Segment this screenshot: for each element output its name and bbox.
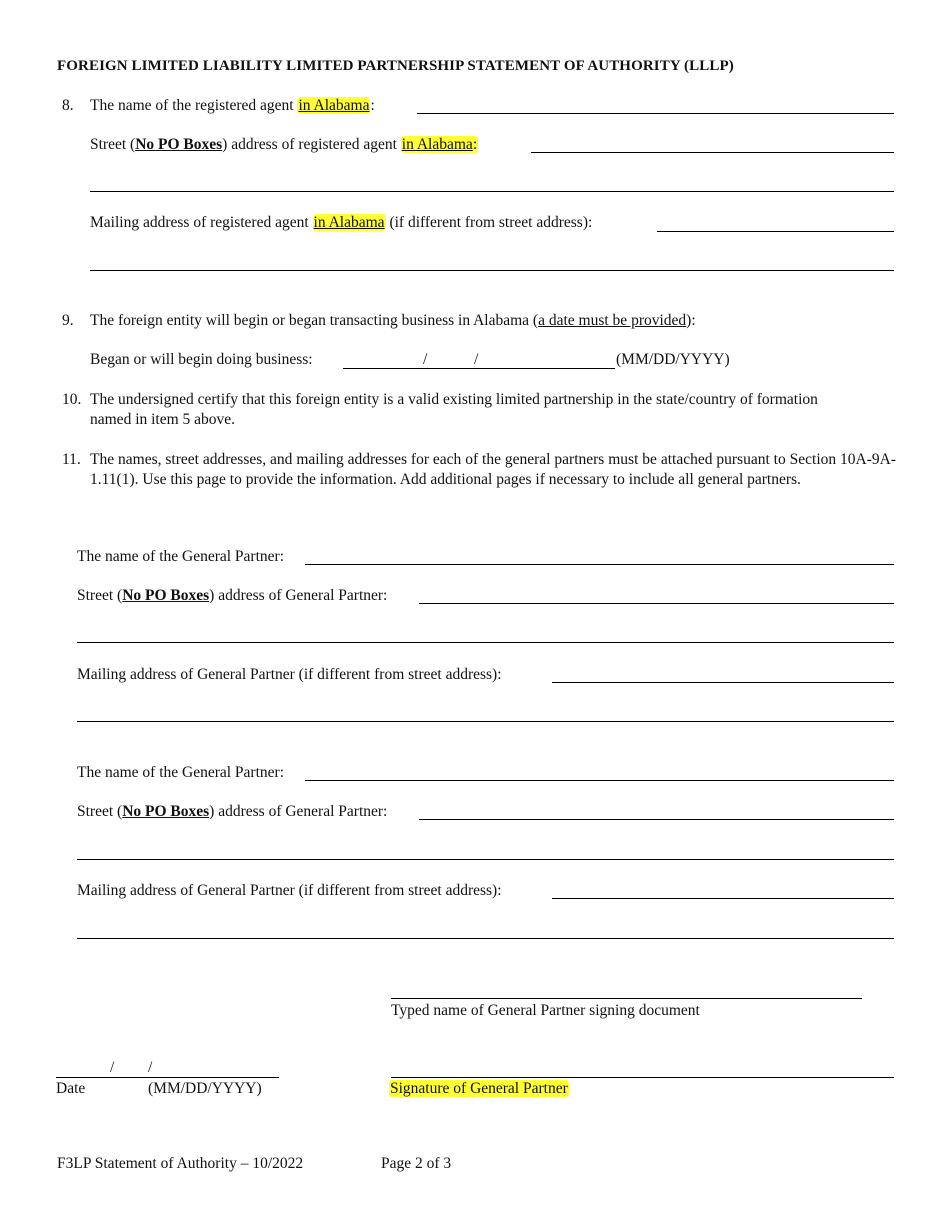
street-suffix: ) address of General Partner: <box>209 587 388 604</box>
typed-name-label: Typed name of General Partner signing document <box>391 1002 700 1019</box>
partner-1-street-label <box>77 586 387 606</box>
street-prefix: Street ( <box>90 136 136 153</box>
item-8-number: 8. <box>62 97 74 114</box>
signature-label <box>389 1079 569 1099</box>
agent-mailing-field[interactable] <box>657 231 894 232</box>
partner-1-mailing-field[interactable] <box>552 682 894 683</box>
partner-2-street-field[interactable] <box>419 819 894 820</box>
partner-2-mailing-label: Mailing address of General Partner (if different from street address): <box>77 882 502 899</box>
item-9-number: 9. <box>62 312 74 329</box>
agent-street-field-line-2[interactable] <box>90 191 894 192</box>
item-11-number: 11. <box>62 451 81 468</box>
item-11-text: The names, street addresses, and mailing addresses for each of the general partners must be attached pursuant to Section 10A-9A-1.11(1). Use this page to provide the information. Add additional pages if necessary to include all general partners. <box>90 451 896 488</box>
partner-1-mailing-label: Mailing address of General Partner (if different from street address): <box>77 666 502 683</box>
item-10-number: 10. <box>62 391 82 408</box>
partner-1-name-label: The name of the General Partner: <box>77 548 285 565</box>
street-suffix: ) address of General Partner: <box>209 803 388 820</box>
agent-mailing-field-line-2[interactable] <box>90 270 894 271</box>
document-title: FOREIGN LIMITED LIABILITY LIMITED PARTNERSHIP STATEMENT OF AUTHORITY (LLLP) <box>57 58 734 74</box>
in-alabama-text: in Alabama <box>401 136 473 153</box>
partner-2-street-field-line-2[interactable] <box>77 859 894 860</box>
no-po-boxes: No PO Boxes <box>122 587 210 604</box>
signature-label-text: Signature of General Partner <box>390 1080 568 1097</box>
partner-2-mailing-field[interactable] <box>552 898 894 899</box>
form-id: F3LP Statement of Authority – 10/2022 <box>57 1155 304 1172</box>
highlight-in-alabama <box>297 97 370 114</box>
highlight-in-alabama <box>401 136 478 153</box>
sign-date-slash-1: / <box>110 1059 115 1076</box>
date-required-note: a date must be provided <box>538 312 687 329</box>
partner-1-name-field[interactable] <box>305 564 894 565</box>
street-prefix: Street ( <box>77 803 123 820</box>
partner-2-name-field[interactable] <box>305 780 894 781</box>
agent-name-label <box>90 96 375 116</box>
sign-date-format-hint: (MM/DD/YYYY) <box>148 1080 262 1097</box>
street-mid: ) address of registered agent <box>222 136 401 153</box>
item-9-text-suffix: ): <box>686 312 696 329</box>
partner-2-name-label: The name of the General Partner: <box>77 764 285 781</box>
signature-field[interactable] <box>391 1077 894 1078</box>
agent-name-label-text: The name of the registered agent <box>90 97 298 114</box>
in-alabama-text: in Alabama <box>298 97 370 114</box>
agent-mailing-label <box>90 213 592 233</box>
item-10-text: The undersigned certify that this foreign entity is a valid existing limited partnership in the state/country of formation named in item 5 above. <box>90 391 818 428</box>
highlight-in-alabama <box>313 214 386 231</box>
sign-date-field[interactable] <box>56 1077 279 1078</box>
typed-name-field[interactable] <box>391 998 862 999</box>
date-format-hint: (MM/DD/YYYY) <box>616 351 730 368</box>
in-alabama-text: in Alabama <box>313 214 385 231</box>
street-prefix: Street ( <box>77 587 123 604</box>
date-label: Date <box>56 1080 86 1097</box>
partner-1-street-field-line-2[interactable] <box>77 642 894 643</box>
partner-1-street-field[interactable] <box>419 603 894 604</box>
partner-2-mailing-field-line-2[interactable] <box>77 938 894 939</box>
agent-street-field[interactable] <box>531 152 894 153</box>
began-business-date-field[interactable] <box>343 368 615 369</box>
no-po-boxes: No PO Boxes <box>135 136 223 153</box>
sign-date-slash-2: / <box>148 1059 153 1076</box>
mailing-prefix: Mailing address of registered agent <box>90 214 313 231</box>
agent-name-field[interactable] <box>417 113 894 114</box>
partner-1-mailing-field-line-2[interactable] <box>77 721 894 722</box>
mailing-suffix: (if different from street address): <box>385 214 593 231</box>
agent-street-label <box>90 135 478 155</box>
date-slash-1: / <box>423 351 428 368</box>
date-slash-2: / <box>474 351 479 368</box>
colon: : <box>472 136 478 153</box>
colon: : <box>370 97 375 114</box>
partner-2-street-label <box>77 802 387 822</box>
no-po-boxes: No PO Boxes <box>122 803 210 820</box>
began-business-label: Began or will begin doing business: <box>90 351 313 368</box>
item-9-text <box>90 311 696 331</box>
item-9-text-prefix: The foreign entity will begin or began transacting business in Alabama ( <box>90 312 539 329</box>
page-number: Page 2 of 3 <box>381 1155 452 1172</box>
